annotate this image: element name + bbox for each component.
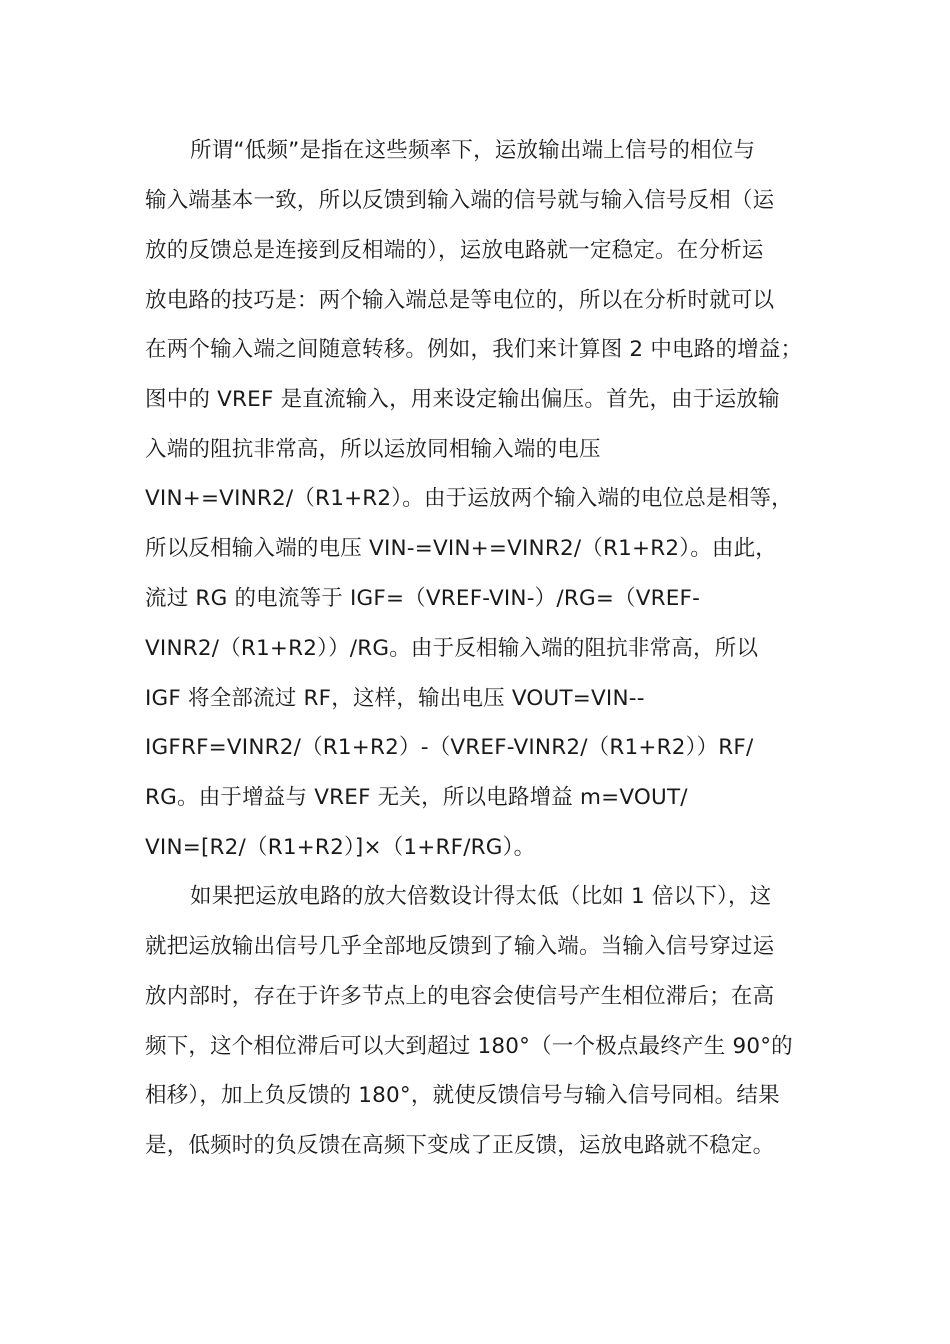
text-line: 所谓“低频”是指在这些频率下，运放输出端上信号的相位与 xyxy=(190,138,756,163)
text-line: 相移），加上负反馈的 180°，就使反馈信号与输入信号同相。结果 xyxy=(145,1083,780,1108)
text-line: 输入端基本一致，所以反馈到输入端的信号就与输入信号反相（运 xyxy=(145,188,775,213)
text-line: IGFRF=VINR2/（R1+R2）-（VREF-VINR2/（R1+R2））RF/ xyxy=(145,735,754,760)
text-line: 放内部时，存在于许多节点上的电容会使信号产生相位滞后；在高 xyxy=(145,984,775,1009)
text-line: 入端的阻抗非常高，所以运放同相输入端的电压 xyxy=(145,437,601,462)
text-line: 在两个输入端之间随意转移。例如，我们来计算图 2 中电路的增益； xyxy=(145,337,803,362)
text-line: VINR2/（R1+R2））/RG。由于反相输入端的阻抗非常高，所以 xyxy=(145,636,759,661)
text-line: 就把运放输出信号几乎全部地反馈到了输入端。当输入信号穿过运 xyxy=(145,934,775,959)
text-line: 如果把运放电路的放大倍数设计得太低（比如 1 倍以下），这 xyxy=(190,884,772,909)
text-line: VIN=[R2/（R1+R2）]×（1+RF/RG）。 xyxy=(145,835,536,860)
text-line: 频下，这个相位滞后可以大到超过 180°（一个极点最终产生 90°的 xyxy=(145,1034,793,1059)
text-line: 放电路的技巧是：两个输入端总是等电位的，所以在分析时就可以 xyxy=(145,288,775,313)
text-line: 所以反相输入端的电压 VIN-=VIN+=VINR2/（R1+R2）。由此， xyxy=(145,536,777,561)
text-line: 图中的 VREF 是直流输入，用来设定输出偏压。首先，由于运放输 xyxy=(145,387,780,412)
text-line: VIN+=VINR2/（R1+R2）。由于运放两个输入端的电位总是相等， xyxy=(145,486,793,511)
text-line: 是，低频时的负反馈在高频下变成了正反馈，运放电路就不稳定。 xyxy=(145,1133,775,1158)
text-line: 流过 RG 的电流等于 IGF=（VREF-VIN-）/RG=（VREF- xyxy=(145,586,701,611)
text-line: 放的反馈总是连接到反相端的），运放电路就一定稳定。在分析运 xyxy=(145,238,764,263)
text-line: RG。由于增益与 VREF 无关，所以电路增益 m=VOUT/ xyxy=(145,785,688,810)
text-line: IGF 将全部流过 RF，这样，输出电压 VOUT=VIN-- xyxy=(145,686,645,711)
